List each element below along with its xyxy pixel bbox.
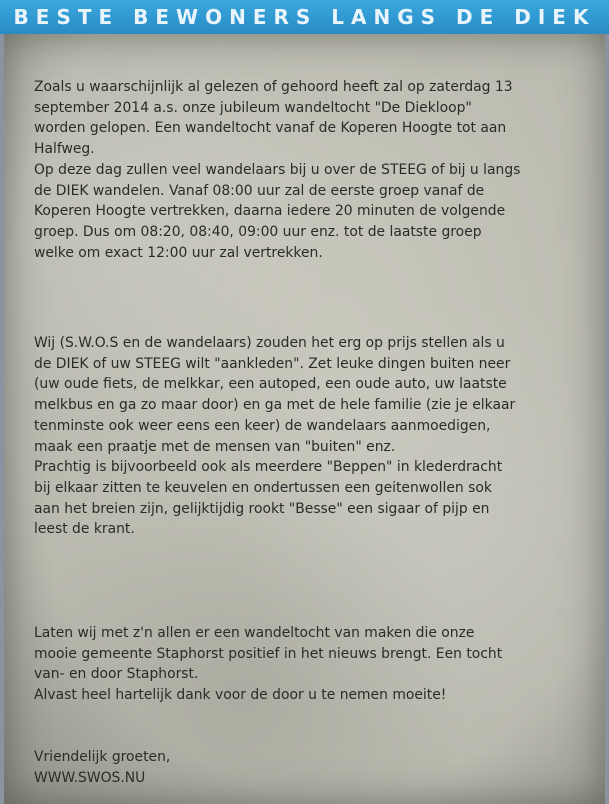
website-text: WWW.SWOS.NU [34,769,146,786]
paragraph-announcement [34,77,594,263]
text-line: (uw oude fiets, de melkkar, een autoped, een oude auto, uw laatste [34,376,507,393]
text-line: van- en door Staphorst. [34,666,199,683]
text-line: september 2014 a.s. onze jubileum wandeltocht "De Diekloop" [34,99,472,116]
text-line: tenminste ook weer eens een keer) de wandelaars aanmoedigen, [34,417,491,434]
parchment-letter [4,34,605,804]
text-line: bij elkaar zitten te keuvelen en ondertussen een geitenwollen sok [34,479,492,496]
paragraph-request [34,333,594,540]
text-line: Laten wij met z'n allen er een wandeltocht van maken die onze [34,625,475,641]
text-line: aan het breien zijn, gelijktijdig rookt "Besse" een sigaar of pijp en [34,500,490,517]
text-line: mooie gemeente Staphorst positief in het nieuws brengt. Een tocht [34,645,503,662]
text-line: melkbus en ga zo maar door) en ga met de hele familie (zie je elkaar [34,397,516,414]
text-line: worden gelopen. Een wandeltocht vanaf de Koperen Hoogte tot aan [34,120,507,137]
text-line: Halfweg. [34,141,95,158]
text-line: welke om exact 12:00 uur zal vertrekken. [34,244,323,261]
closing-signature [34,747,594,788]
text-line: Op deze dag zullen veel wandelaars bij u over de STEEG of bij u langs [34,161,521,178]
text-line: Alvast heel hartelijk dank voor de door u te nemen moeite! [34,687,447,704]
header-banner [0,0,609,34]
banner-title: BESTE BEWONERS LANGS DE DIEK [13,5,596,29]
text-line: Zoals u waarschijnlijk al gelezen of gehoord heeft zal op zaterdag 13 [34,79,513,95]
text-line: de DIEK wandelen. Vanaf 08:00 uur zal de eerste groep vanaf de [34,182,485,199]
text-line: Wij (S.W.O.S en de wandelaars) zouden het erg op prijs stellen als u [34,335,505,351]
text-line: Koperen Hoogte vertrekken, daarna iedere 20 minuten de volgende [34,203,506,220]
text-line: maak een praatje met de mensen van "buiten" enz. [34,438,396,455]
text-line: Prachtig is bijvoorbeeld ook als meerdere "Beppen" in klederdracht [34,459,503,476]
text-line: leest de krant. [34,521,135,538]
text-line: de DIEK of uw STEEG wilt "aankleden". Zet leuke dingen buiten neer [34,355,511,372]
paragraph-thanks [34,623,594,706]
text-line: groep. Dus om 08:20, 08:40, 09:00 uur enz. tot de laatste groep [34,223,482,240]
closing-greeting: Vriendelijk groeten, [34,749,171,765]
